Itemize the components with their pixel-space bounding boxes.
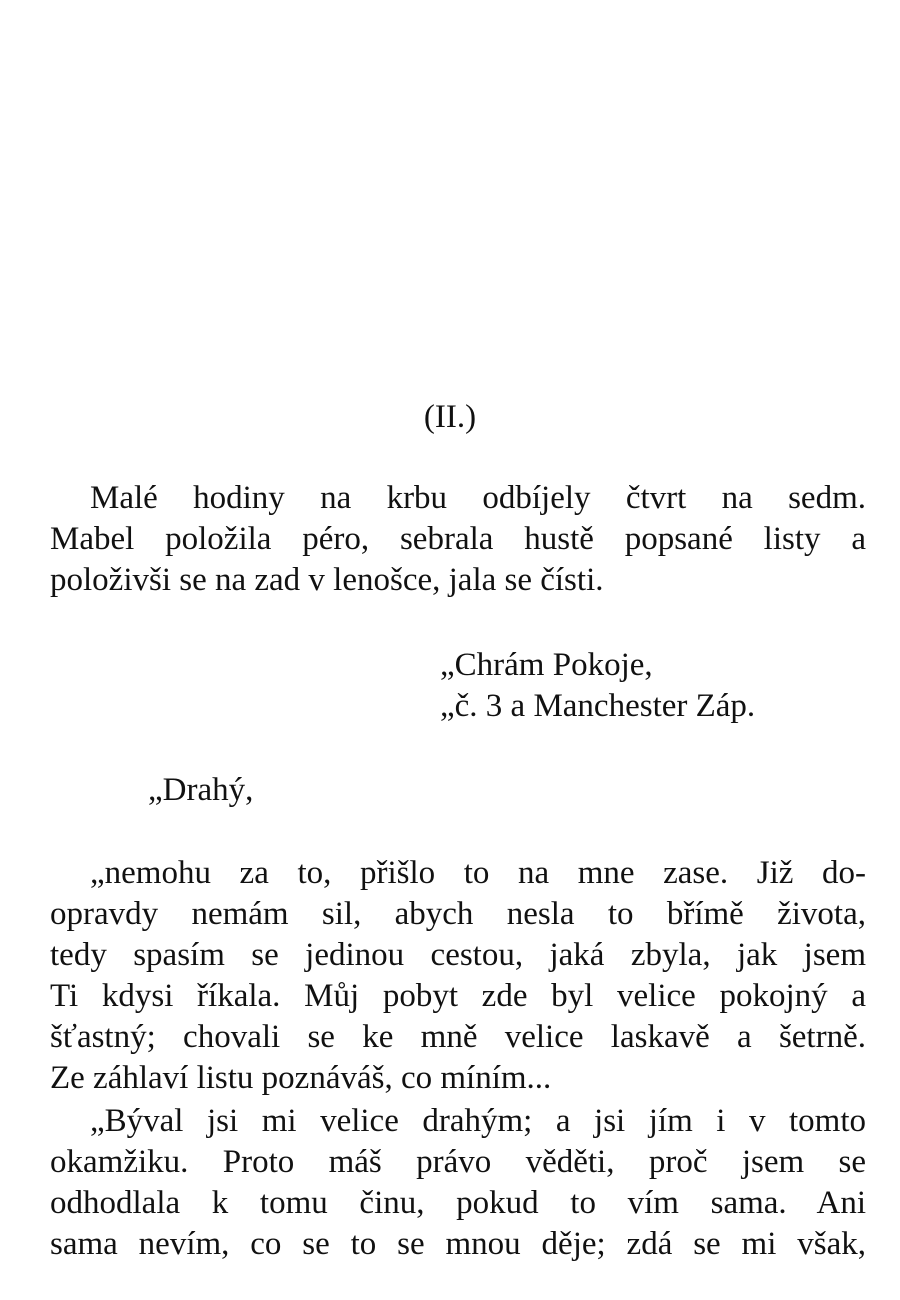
address-line: „č. 3 a Manchester Záp. bbox=[440, 688, 756, 724]
text-line: sama nevím, co se to se mnou děje; zdá se mi však, bbox=[50, 1226, 866, 1262]
text-line: „nemohu za to, přišlo to na mne zase. Již do- bbox=[90, 855, 866, 891]
text-line: Malé hodiny na krbu odbíjely čtvrt na sedm. bbox=[90, 480, 866, 516]
text-line: položivši se na zad v lenošce, jala se čísti. bbox=[50, 562, 604, 598]
paragraph-3 bbox=[50, 1101, 866, 1265]
text-line: Ti kdysi říkala. Můj pobyt zde byl velice pokojný a bbox=[50, 978, 866, 1014]
paragraph-1 bbox=[50, 478, 866, 601]
text-line: Mabel položila péro, sebrala hustě popsané listy a bbox=[50, 521, 866, 557]
text-line: odhodlala k tomu činu, pokud to vím sama. Ani bbox=[50, 1185, 866, 1221]
text-line: tedy spasím se jedinou cestou, jaká zbyla, jak jsem bbox=[50, 937, 866, 973]
text-line: „Býval jsi mi velice drahým; a jsi jím i v tomto bbox=[90, 1103, 866, 1139]
chapter-heading: (II.) bbox=[423, 399, 477, 435]
letter-address bbox=[440, 645, 755, 727]
paragraph-2 bbox=[50, 853, 866, 1099]
letter-salutation: „Drahý, bbox=[148, 772, 254, 808]
address-line: „Chrám Pokoje, bbox=[440, 647, 653, 683]
text-line: šťastný; chovali se ke mně velice laskavě a šetrně. bbox=[50, 1019, 866, 1055]
text-line: opravdy nemám sil, abych nesla to břímě života, bbox=[50, 896, 866, 932]
text-line: okamžiku. Proto máš právo věděti, proč jsem se bbox=[50, 1144, 866, 1180]
text-line: Ze záhlaví listu poznáváš, co míním... bbox=[50, 1060, 552, 1096]
